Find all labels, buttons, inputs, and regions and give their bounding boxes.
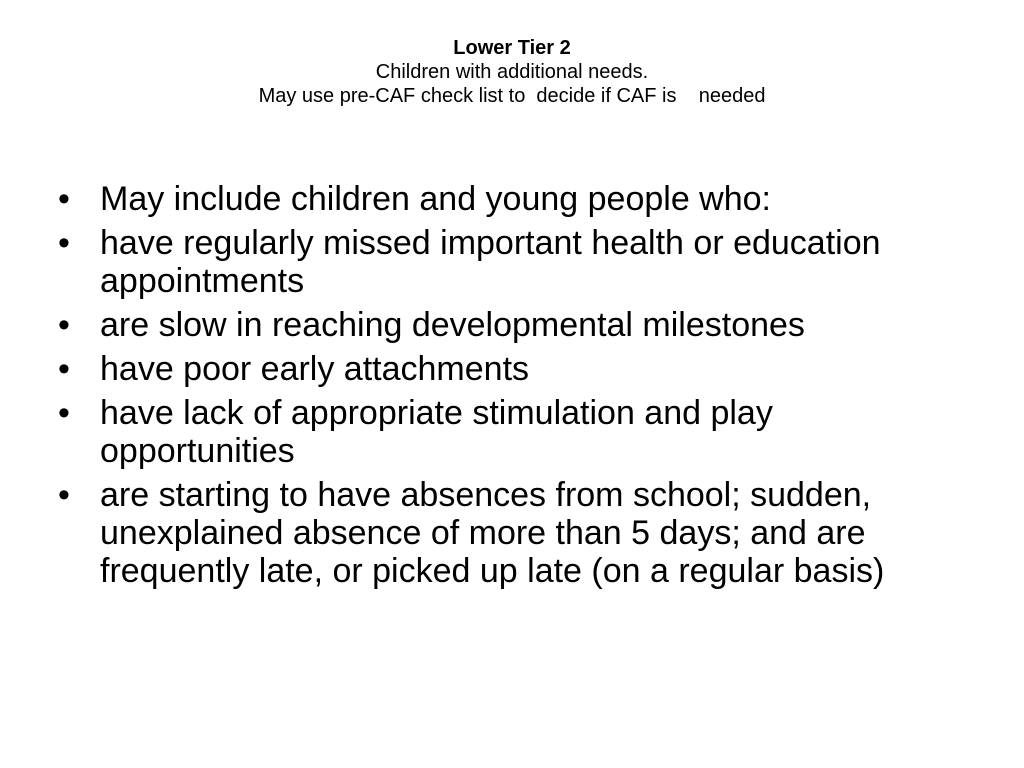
- title-heading: Lower Tier 2: [453, 37, 571, 59]
- bullet-icon: •: [58, 350, 70, 388]
- bullet-item: [58, 224, 958, 300]
- bullet-icon: •: [58, 224, 70, 262]
- bullet-item: [58, 180, 958, 218]
- bullet-text: May include children and young people who:: [100, 180, 772, 218]
- bullet-item: [58, 394, 958, 470]
- slide-title: [0, 36, 1024, 108]
- title-subtitle: Children with additional needs.: [375, 61, 649, 83]
- bullet-item: [58, 350, 958, 388]
- bullet-text: have poor early attachments: [100, 350, 530, 388]
- bullet-text: have regularly missed important health or education appointments: [100, 224, 881, 300]
- bullet-text: are slow in reaching developmental milestones: [100, 306, 805, 344]
- bullet-item: [58, 476, 958, 590]
- bullet-icon: •: [58, 394, 70, 432]
- bullet-icon: •: [58, 476, 70, 514]
- bullet-list: [58, 180, 958, 596]
- bullet-item: [58, 306, 958, 344]
- bullet-text: have lack of appropriate stimulation and play opportunities: [100, 394, 773, 470]
- title-note: May use pre-CAF check list to decide if CAF is needed: [258, 85, 766, 107]
- bullet-icon: •: [58, 180, 70, 218]
- bullet-text: are starting to have absences from school; sudden, unexplained absence of more than 5 days; and are frequently late, or picked up late (on a regular basis): [100, 476, 885, 590]
- bullet-icon: •: [58, 306, 70, 344]
